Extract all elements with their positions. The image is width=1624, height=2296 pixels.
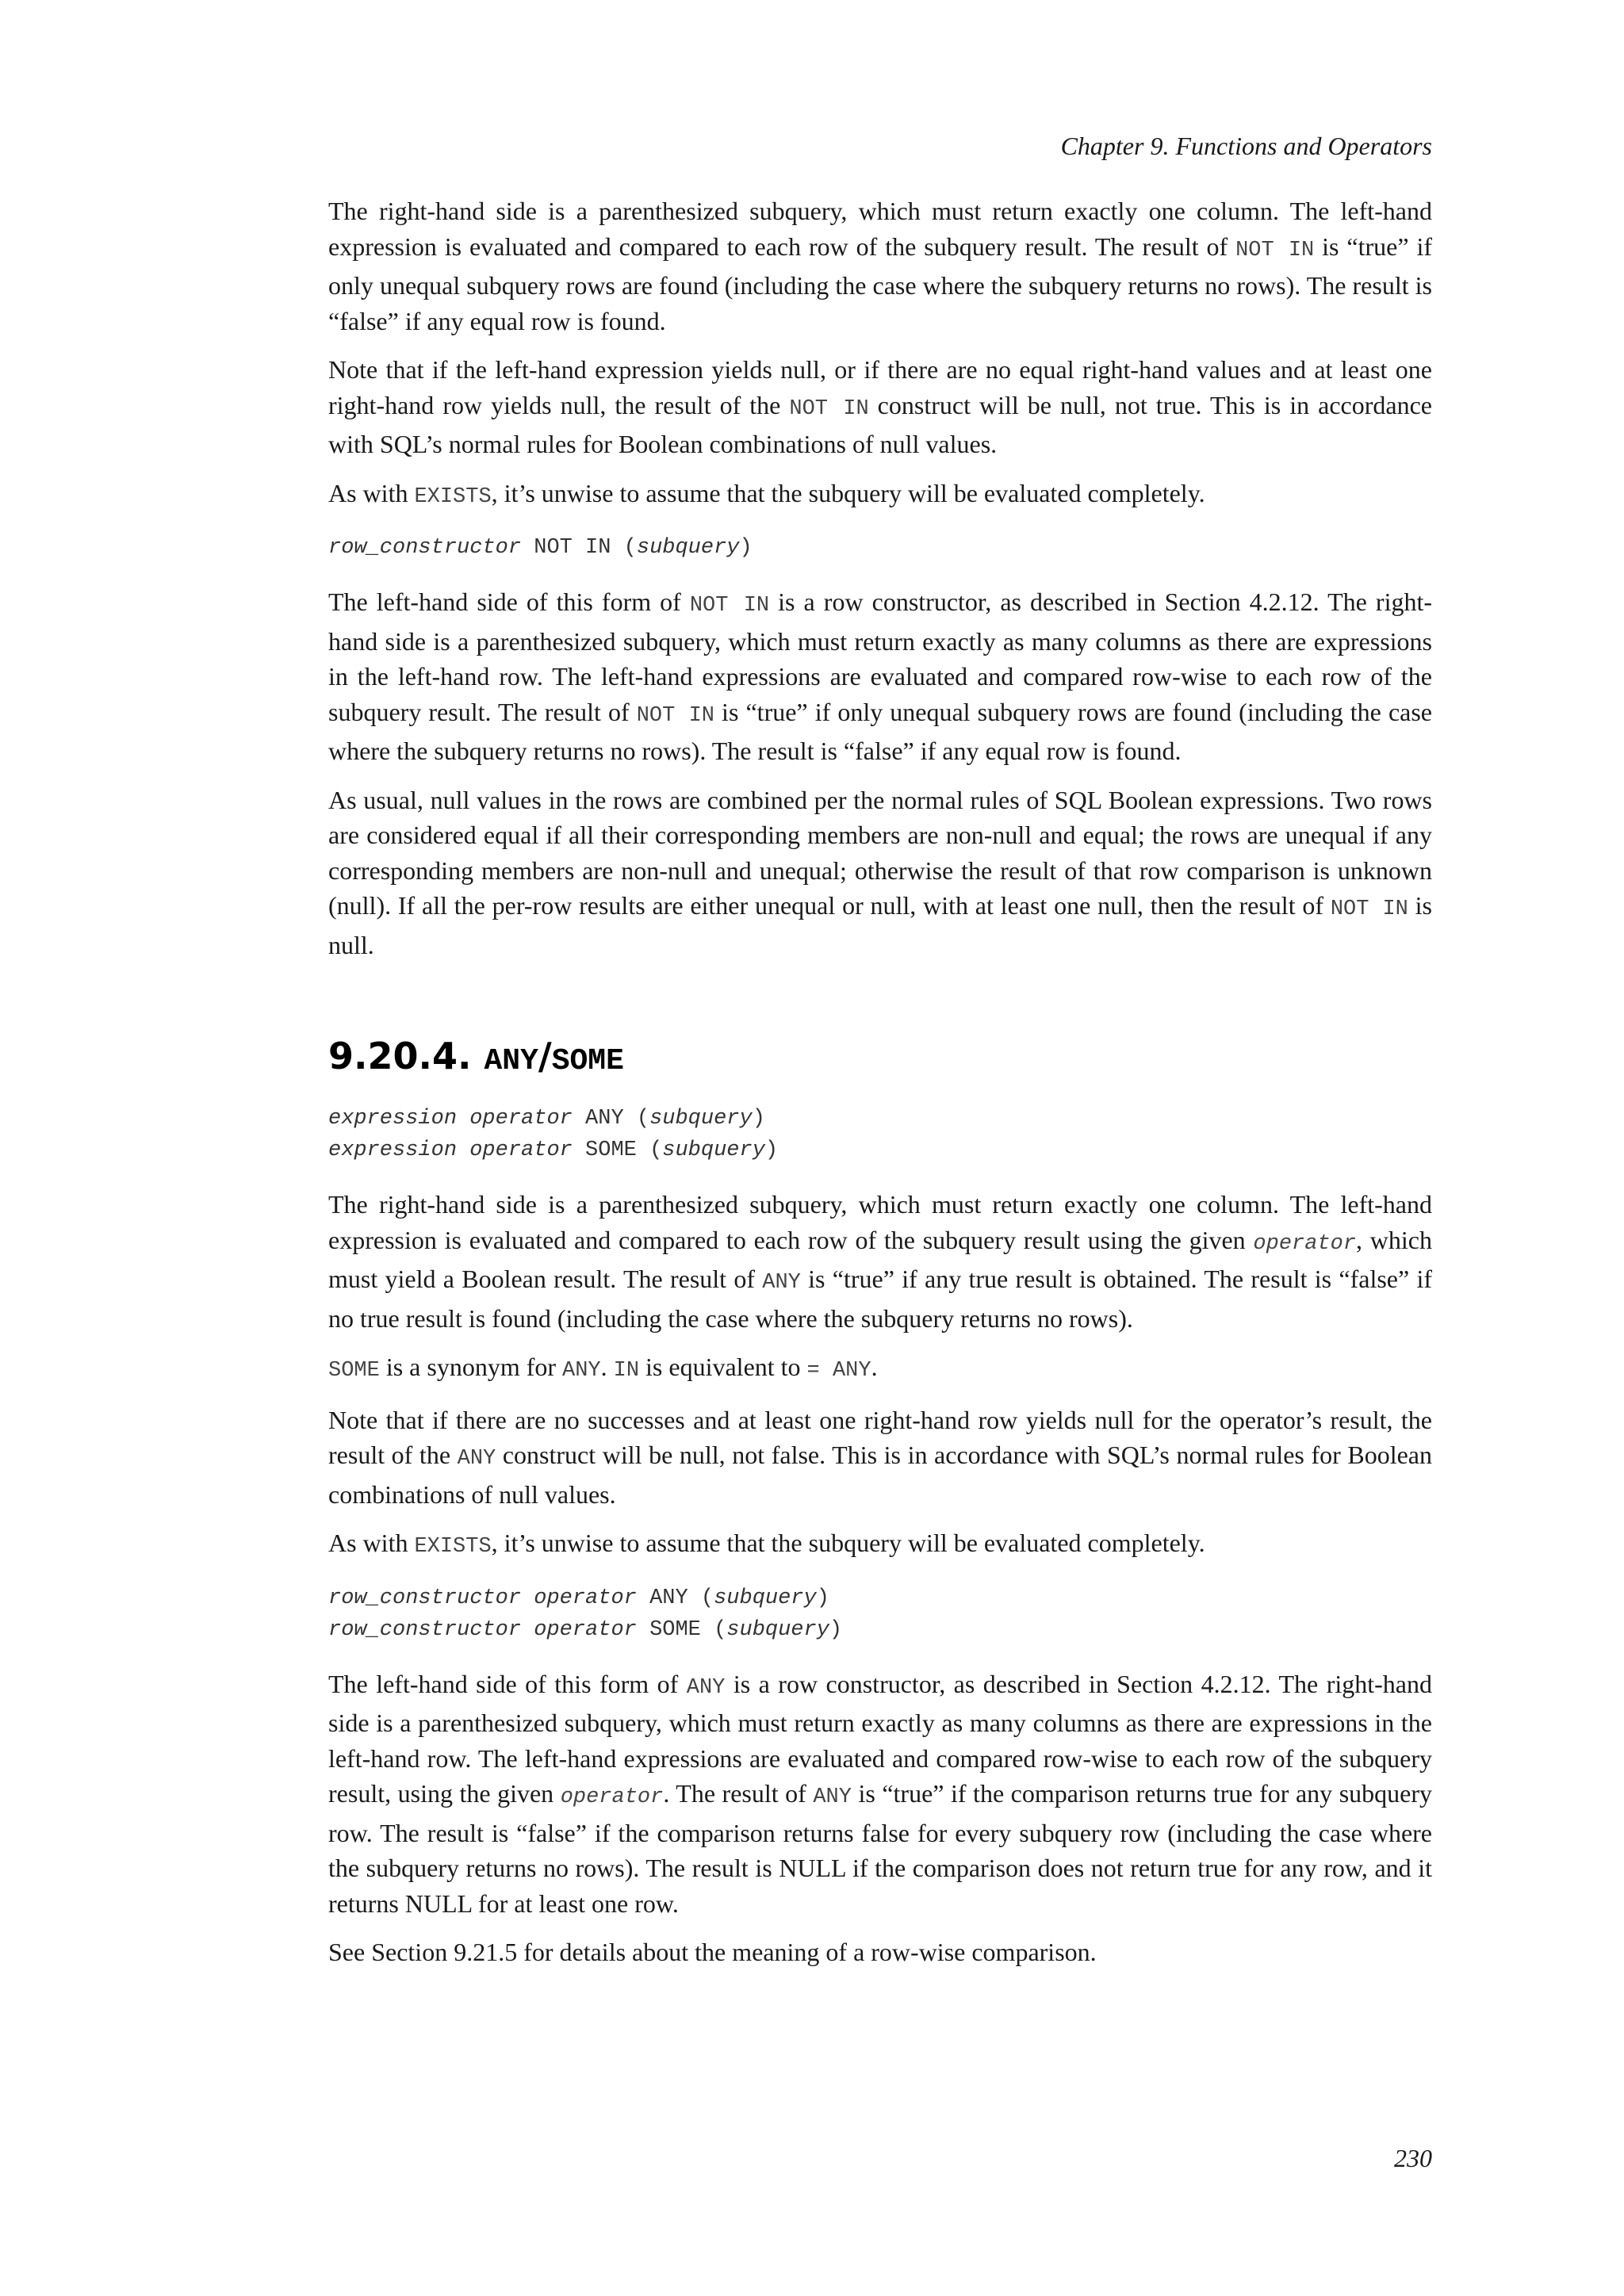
- punctuation: ): [764, 1138, 779, 1162]
- keyword: NOT IN (: [521, 536, 637, 560]
- code-literal: ANY: [813, 1785, 852, 1809]
- text: , which must yield a Boolean result. The result of: [328, 1225, 1433, 1293]
- text: Note that if there are no successes and at least one right-hand row yields null for the operator’s result, the result of the: [328, 1405, 1432, 1469]
- code-literal: NOT IN: [789, 396, 869, 421]
- text: is “true” if only unequal subquery rows are found (including the case where the subquery returns no rows). The result is “false” if any equal row is found.: [328, 232, 1433, 335]
- punctuation: ): [739, 536, 753, 560]
- replaceable: operator: [469, 1138, 573, 1162]
- punctuation: /: [538, 1035, 552, 1077]
- space: [521, 1618, 534, 1642]
- paragraph-any-null: [328, 1402, 1432, 1513]
- section-number: 9.20.4.: [328, 1035, 485, 1077]
- replaceable: subquery: [636, 536, 740, 560]
- synopsis-row-any-some: [328, 1582, 1432, 1646]
- replaceable: row_constructor: [328, 1617, 522, 1642]
- keyword: ANY (: [572, 1107, 650, 1131]
- replaceable: expression: [328, 1138, 458, 1162]
- paragraph-not-in-null: [328, 352, 1432, 462]
- code-literal: IN: [613, 1359, 640, 1383]
- text: The right-hand side is a parenthesized subquery, which must return exactly one column. The left-hand expression is evaluated and compared to each row of the subquery result. The result of: [328, 197, 1432, 261]
- synopsis-row-not-in: [328, 532, 1432, 564]
- text: is null.: [328, 891, 1433, 959]
- paragraph-row-not-in: [328, 584, 1432, 769]
- document-page: [328, 0, 1432, 2296]
- text: The left-hand side of this form of: [328, 587, 690, 616]
- code-replaceable: operator: [560, 1785, 664, 1809]
- keyword: SOME (: [636, 1617, 727, 1642]
- text: The right-hand side is a parenthesized subquery, which must return exactly one column. The left-hand expression is evaluated and compared to each row of the subquery result using the given: [328, 1190, 1432, 1254]
- paragraph-exists-note-2: [328, 1525, 1432, 1565]
- punctuation: ): [829, 1617, 843, 1642]
- code-literal: = ANY: [806, 1359, 871, 1383]
- paragraph-row-any: [328, 1667, 1432, 1922]
- code-literal: EXISTS: [414, 484, 492, 509]
- replaceable: operator: [534, 1586, 637, 1610]
- text: .: [871, 1353, 878, 1381]
- space: [521, 1586, 534, 1610]
- text: , it’s unwise to assume that the subquery will be evaluated completely.: [491, 478, 1205, 507]
- text: is equivalent to: [639, 1353, 807, 1381]
- text: is “true” if only unequal subquery rows are found (including the case where the subquery returns no rows). The result is “false” if any equal row is found.: [328, 697, 1433, 765]
- text: is a row constructor, as described in Section 4.2.12. The right-hand side is a parenthesized subquery, which must return exactly as many columns as there are expressions in the left-hand row. The left-hand expressions are evaluated and compared row-wise to each row of the subquery result, using the given: [328, 1669, 1433, 1808]
- space: [457, 1107, 469, 1131]
- replaceable: subquery: [726, 1617, 829, 1642]
- space: [457, 1138, 469, 1162]
- text: is a row constructor, as described in Section 4.2.12. The right-hand side is a parenthesized subquery, which must return exactly as many columns as there are expressions in the left-hand row. The left-hand expressions are evaluated and compared row-wise to each row of the subquery result. The result of: [328, 587, 1433, 726]
- code-literal: ANY: [457, 1447, 496, 1471]
- page-number: 230: [1394, 2144, 1432, 2172]
- text: Note that if the left-hand expression yields null, or if there are no equal right-hand values and at least one right-hand row yields null, the result of the: [328, 355, 1432, 419]
- paragraph-any-subquery: [328, 1187, 1432, 1336]
- text: is a synonym for: [379, 1353, 563, 1381]
- punctuation: ): [816, 1586, 829, 1610]
- code-literal: NOT IN: [1330, 897, 1408, 921]
- text: .: [600, 1353, 614, 1381]
- page-body: [328, 193, 1432, 1984]
- text: , it’s unwise to assume that the subquery will be evaluated completely.: [491, 1529, 1205, 1557]
- text: is “true” if any true result is obtained. The result is “false” if no true result is found (including the case where the subquery returns no rows).: [328, 1265, 1433, 1333]
- running-header: Chapter 9. Functions and Operators: [1060, 132, 1432, 160]
- text: See Section 9.21.5 for details about the meaning of a row-wise comparison.: [328, 1938, 1097, 1966]
- code-literal: EXISTS: [414, 1535, 492, 1559]
- replaceable: row_constructor: [328, 1586, 522, 1610]
- text: construct will be null, not true. This is in accordance with SQL’s normal rules for Boolean combinations of null values.: [328, 390, 1433, 458]
- text: As usual, null values in the rows are combined per the normal rules of SQL Boolean expressions. Two rows are considered equal if all their corresponding members are non-null and equal; the rows are unequal if any corresponding members are non-null and unequal; otherwise the result of that row comparison is unknown (null). If all the per-row results are either unequal or null, with at least one null, then the result of: [328, 785, 1432, 920]
- paragraph-exists-note: [328, 476, 1432, 515]
- text: The left-hand side of this form of: [328, 1669, 687, 1698]
- text: . The result of: [663, 1779, 814, 1808]
- replaceable: subquery: [662, 1138, 765, 1162]
- synopsis-any-some: [328, 1103, 1432, 1166]
- keyword: SOME (: [572, 1138, 663, 1162]
- code-literal: SOME: [551, 1044, 624, 1078]
- text: is “true” if the comparison returns true for any subquery row. The result is “false” if the comparison returns false for every subquery row (including the case where the subquery returns no rows). The result is NULL if the comparison does not return true for any row, and it returns NULL for at least one row.: [328, 1779, 1433, 1918]
- text: construct will be null, not false. This is in accordance with SQL’s normal rules for Boolean combinations of null values.: [328, 1441, 1433, 1509]
- code-literal: SOME: [328, 1359, 380, 1383]
- code-literal: NOT IN: [689, 594, 770, 618]
- paragraph-see-section: [328, 1934, 1432, 1970]
- paragraph-not-in-subquery: [328, 193, 1432, 339]
- code-literal: NOT IN: [1235, 238, 1315, 262]
- replaceable: subquery: [714, 1586, 817, 1610]
- replaceable: operator: [469, 1107, 573, 1131]
- replaceable: subquery: [649, 1107, 753, 1131]
- text: As with: [328, 478, 415, 507]
- replaceable: row_constructor: [328, 536, 522, 560]
- code-literal: ANY: [562, 1359, 601, 1383]
- code-literal: ANY: [686, 1675, 726, 1700]
- code-literal: ANY: [484, 1044, 538, 1078]
- code-literal: NOT IN: [636, 703, 714, 728]
- code-replaceable: operator: [1253, 1231, 1357, 1256]
- replaceable: operator: [534, 1617, 637, 1642]
- keyword: ANY (: [636, 1586, 714, 1610]
- paragraph-some-synonym: [328, 1349, 1432, 1389]
- punctuation: ): [752, 1107, 765, 1131]
- replaceable: expression: [328, 1107, 458, 1131]
- section-heading-any-some: [328, 1032, 1432, 1085]
- text: As with: [328, 1529, 415, 1557]
- code-literal: ANY: [762, 1271, 801, 1295]
- paragraph-row-null-rules: [328, 783, 1432, 963]
